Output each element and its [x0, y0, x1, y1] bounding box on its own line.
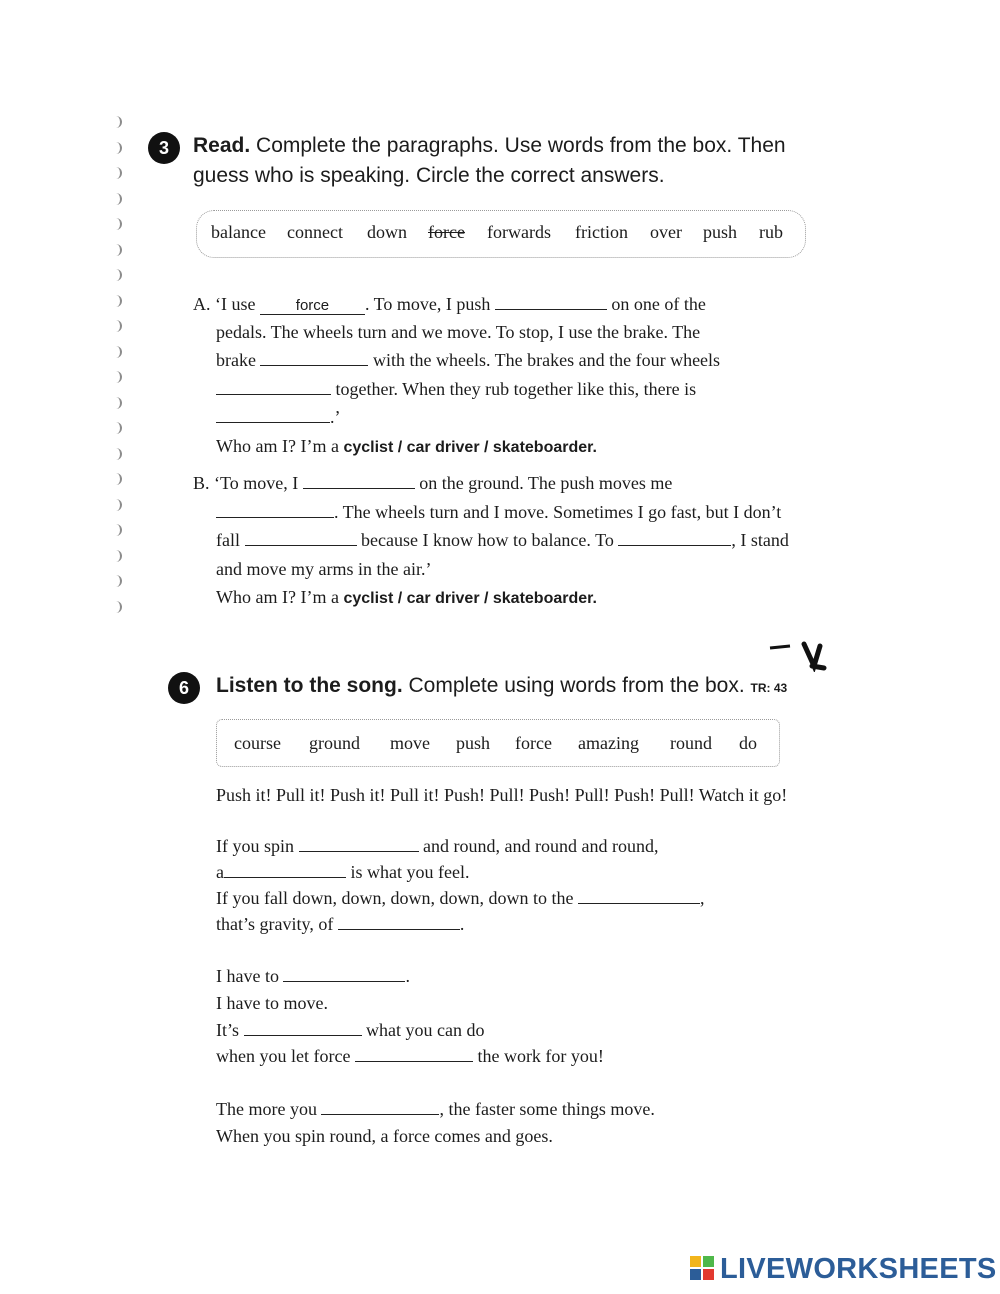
word-force: force: [515, 733, 552, 753]
text: ‘To move, I: [214, 473, 299, 493]
text: Who am I? I’m a: [216, 587, 339, 607]
word-connect: connect: [287, 222, 343, 242]
text: on one of the: [611, 294, 706, 314]
text: The more you: [216, 1099, 317, 1119]
word-ground: ground: [309, 733, 360, 753]
binder-spine: [114, 116, 128, 626]
verse2-line4: [216, 1046, 604, 1067]
text: with the wheels. The brakes and the four wheels: [372, 350, 721, 370]
word-forwards: forwards: [487, 222, 551, 242]
text: that’s gravity, of: [216, 914, 334, 934]
heading-bold: Listen to the song.: [216, 674, 403, 697]
text: the work for you!: [477, 1046, 604, 1066]
text: what you can do: [366, 1020, 485, 1040]
exercise-number-6: 6: [168, 672, 200, 704]
word-over: over: [650, 222, 682, 242]
blank-s4[interactable]: [338, 915, 460, 930]
blank-s3[interactable]: [578, 889, 700, 904]
blank-s6[interactable]: [244, 1021, 362, 1036]
song-chorus: Push it! Pull it! Push it! Pull it! Push! Pull! Push! Pull! Push! Pull! Watch it go!: [216, 785, 788, 805]
heading-bold: Read.: [193, 134, 251, 157]
word-down: down: [367, 222, 407, 242]
word-amazing: amazing: [578, 733, 639, 753]
word-move: move: [390, 733, 430, 753]
para-a-label: A.: [193, 294, 211, 314]
para-a-line5: [216, 407, 341, 428]
blank-s5[interactable]: [283, 967, 405, 982]
blank-a4[interactable]: [216, 380, 331, 395]
text: .: [405, 966, 410, 986]
blank-b4[interactable]: [618, 531, 731, 546]
para-a-line2: pedals. The wheels turn and we move. To stop, I use the brake. The: [216, 322, 701, 342]
blank-b3[interactable]: [245, 531, 357, 546]
text: ‘I use: [215, 294, 256, 314]
verse2-line3: [216, 1020, 484, 1041]
blank-s8[interactable]: [321, 1100, 439, 1115]
text: .: [459, 914, 465, 934]
text: because I know how to balance. To: [361, 530, 614, 550]
text: , I stand: [731, 530, 789, 550]
text: ,: [699, 888, 705, 908]
text: , the faster some things move.: [439, 1099, 655, 1119]
text: brake: [216, 350, 256, 370]
text: I have to: [216, 966, 279, 986]
verse2-line2: I have to move.: [216, 993, 328, 1013]
text: If you spin: [216, 836, 294, 856]
text: fall: [216, 530, 240, 550]
blank-s7[interactable]: [355, 1047, 473, 1062]
text: when you let force: [216, 1046, 351, 1066]
track-number: TR: 43: [750, 681, 788, 695]
para-a-line3: [216, 350, 720, 371]
text: is what you feel.: [350, 862, 470, 882]
exercise-6-heading: [216, 671, 787, 703]
word-round: round: [670, 733, 712, 753]
text: on the ground. The push moves me: [419, 473, 673, 493]
text: and round, and round and round,: [423, 836, 659, 856]
word-balance: balance: [211, 222, 266, 242]
para-b-line2: [216, 502, 781, 523]
text: .’: [330, 407, 341, 427]
verse1-line2: [216, 862, 469, 883]
text: a: [216, 862, 224, 882]
exercise-number-3: 3: [148, 132, 180, 164]
music-note-icon: [768, 640, 828, 672]
word-do: do: [739, 733, 757, 753]
answer-options-a[interactable]: cyclist / car driver / skateboarder.: [343, 439, 597, 456]
verse1-line3: [216, 888, 704, 909]
blank-s1[interactable]: [299, 837, 419, 852]
word-rub: rub: [759, 222, 783, 242]
exercise-3-heading: [193, 131, 786, 161]
verse3-line2: When you spin round, a force comes and goes.: [216, 1126, 553, 1146]
para-b-line4: and move my arms in the air.’: [216, 559, 432, 579]
text: together. When they rub together like this, there is: [335, 379, 697, 399]
word-course: course: [234, 733, 281, 753]
verse2-line1: [216, 966, 410, 987]
blank-a5[interactable]: [216, 408, 330, 423]
para-a-line1: [193, 294, 706, 315]
word-push: push: [456, 733, 491, 753]
blank-b2[interactable]: [216, 503, 334, 518]
text: It’s: [216, 1020, 240, 1040]
para-a-who: [216, 436, 597, 457]
blank-s2[interactable]: [224, 863, 346, 878]
para-b-line1: [193, 473, 672, 494]
para-a-line4: [216, 379, 696, 400]
text: . The wheels turn and I move. Sometimes I go fast, but I don’t: [334, 502, 782, 522]
blank-a1-filled[interactable]: force: [260, 298, 365, 315]
heading-line1: Complete the paragraphs. Use words from the box. Then: [250, 134, 786, 157]
para-b-who: [216, 587, 597, 608]
text: Who am I? I’m a: [216, 436, 339, 456]
exercise-3-heading-line2: guess who is speaking. Circle the correct answers.: [193, 164, 665, 187]
para-b-label: B.: [193, 473, 210, 493]
verse3-line1: [216, 1099, 655, 1120]
liveworksheets-brand: LIVEWORKSHEETS: [720, 1253, 997, 1285]
answer-options-b[interactable]: cyclist / car driver / skateboarder.: [343, 590, 597, 607]
verse1-line1: [216, 836, 658, 857]
blank-a2[interactable]: [495, 295, 607, 310]
blank-a3[interactable]: [260, 351, 368, 366]
para-b-line3: [216, 530, 789, 551]
word-friction: friction: [575, 222, 628, 242]
word-force-crossed: force: [428, 222, 465, 242]
text: . To move, I push: [364, 294, 491, 314]
liveworksheets-logo-icon: [690, 1256, 716, 1282]
blank-b1[interactable]: [303, 474, 415, 489]
heading-rest: Complete using words from the box.: [402, 674, 745, 697]
word-push: push: [703, 222, 738, 242]
text: If you fall down, down, down, down, down to the: [216, 888, 574, 908]
verse1-line4: [216, 914, 464, 935]
